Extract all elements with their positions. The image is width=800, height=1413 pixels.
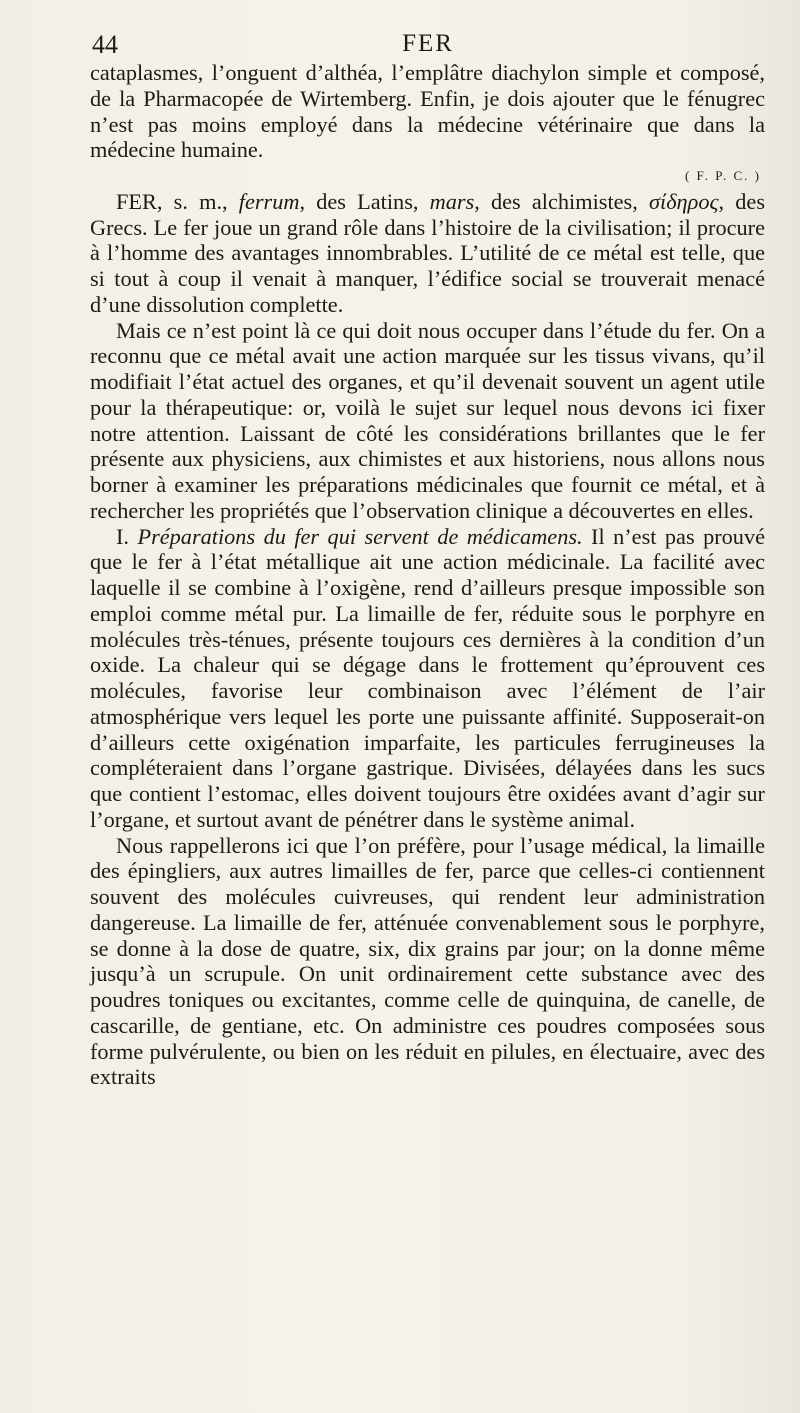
section-title: Préparations du fer qui servent de médicamens.	[137, 523, 583, 549]
text-run: , s. m.,	[156, 188, 239, 214]
paragraph: Mais ce n’est point là ce qui doit nous occuper dans l’étude du fer. On a reconnu que ce métal avait une action marquée sur les tissus vivans, qu’il modifiait l’état actuel des organes, et qu’il devenait souvent un agent utile pour la thérapeutique: or, voilà le sujet sur lequel nous devons ici fixer notre attention. Laissant de côté les considérations brillantes que le fer présente aux physiciens, aux chimistes et aux historiens, nous allons nous borner à examiner les préparations médicinales que fournit ce métal, et à rechercher les propriétés que l’observation clinique a découvertes en elles.	[90, 317, 765, 523]
latin-term: ferrum	[238, 188, 300, 214]
entry-headword: FER	[116, 188, 157, 214]
text-run: , des alchimistes,	[474, 188, 649, 214]
alchemist-term: mars	[429, 188, 475, 214]
section-body: Il n’est pas prouvé que le fer à l’état métallique ait une action médicinale. La facilité avec laquelle il se combine à l’oxigène, rend d’ailleurs presque impossible son emploi comme métal pur. La limaille de fer, réduite sous le porphyre en molécules très-ténues, présente toujours ces dernières à la condition d’un oxide. La chaleur qui se dégage dans le frottement qu’éprouvent ces molécules, favorise leur combinaison avec l’élément de l’air atmosphérique vers lequel les porte une puissante affinité. Supposerait-on d’ailleurs cette oxigénation imparfaite, les particules ferrugineuses la compléteraient dans l’organe gastrique. Divisées, délayées dans les sucs que contient l’estomac, elles doivent toujours être oxidées avant d’agir sur l’organe, et surtout avant de pénétrer dans le système animal.	[90, 523, 765, 832]
text-run: , des Latins,	[299, 188, 430, 214]
page-header	[92, 22, 764, 62]
page-number: 44	[92, 30, 118, 59]
running-head: FER	[402, 30, 454, 57]
entry-paragraph-fer	[90, 189, 765, 318]
text-run: , des Grecs. Le fer joue un grand rôle dans l’histoire de la civilisation; il procure à l’homme des avantages innombrables. L’utilité de ce métal est telle, que si tout à coup il venait à manquer, l’édifice social se trouverait menacé d’une dissolution complette.	[90, 188, 765, 317]
section-number: I.	[116, 523, 138, 549]
section-paragraph	[90, 524, 765, 833]
greek-term: σίδηρος	[649, 188, 719, 214]
paragraph-continuation: cataplasmes, l’onguent d’althéa, l’emplâtre diachylon simple et composé, de la Pharmacopée de Wirtemberg. Enfin, je dois ajouter que le fénugrec n’est pas moins employé dans la médecine vétérinaire que dans la médecine humaine.	[90, 60, 765, 163]
body-text	[90, 60, 765, 1090]
paragraph: Nous rappellerons ici que l’on préfère, pour l’usage médical, la limaille des épingliers, aux autres limailles de fer, parce que celles-ci contiennent souvent des molécules cuivreuses, qui rendent leur administration dangereuse. La limaille de fer, atténuée convenablement sous le porphyre, se donne à la dose de quatre, six, dix grains par jour; on la donne même jusqu’à un scrupule. On unit ordinairement cette substance avec des poudres toniques ou excitantes, comme celle de quinquina, de canelle, de cascarille, de gentiane, etc. On administre ces poudres composées sous forme pulvérulente, ou bien on les réduit en pilules, en électuaire, avec des extraits	[90, 832, 765, 1090]
author-signature: ( F. P. C. )	[684, 168, 761, 183]
